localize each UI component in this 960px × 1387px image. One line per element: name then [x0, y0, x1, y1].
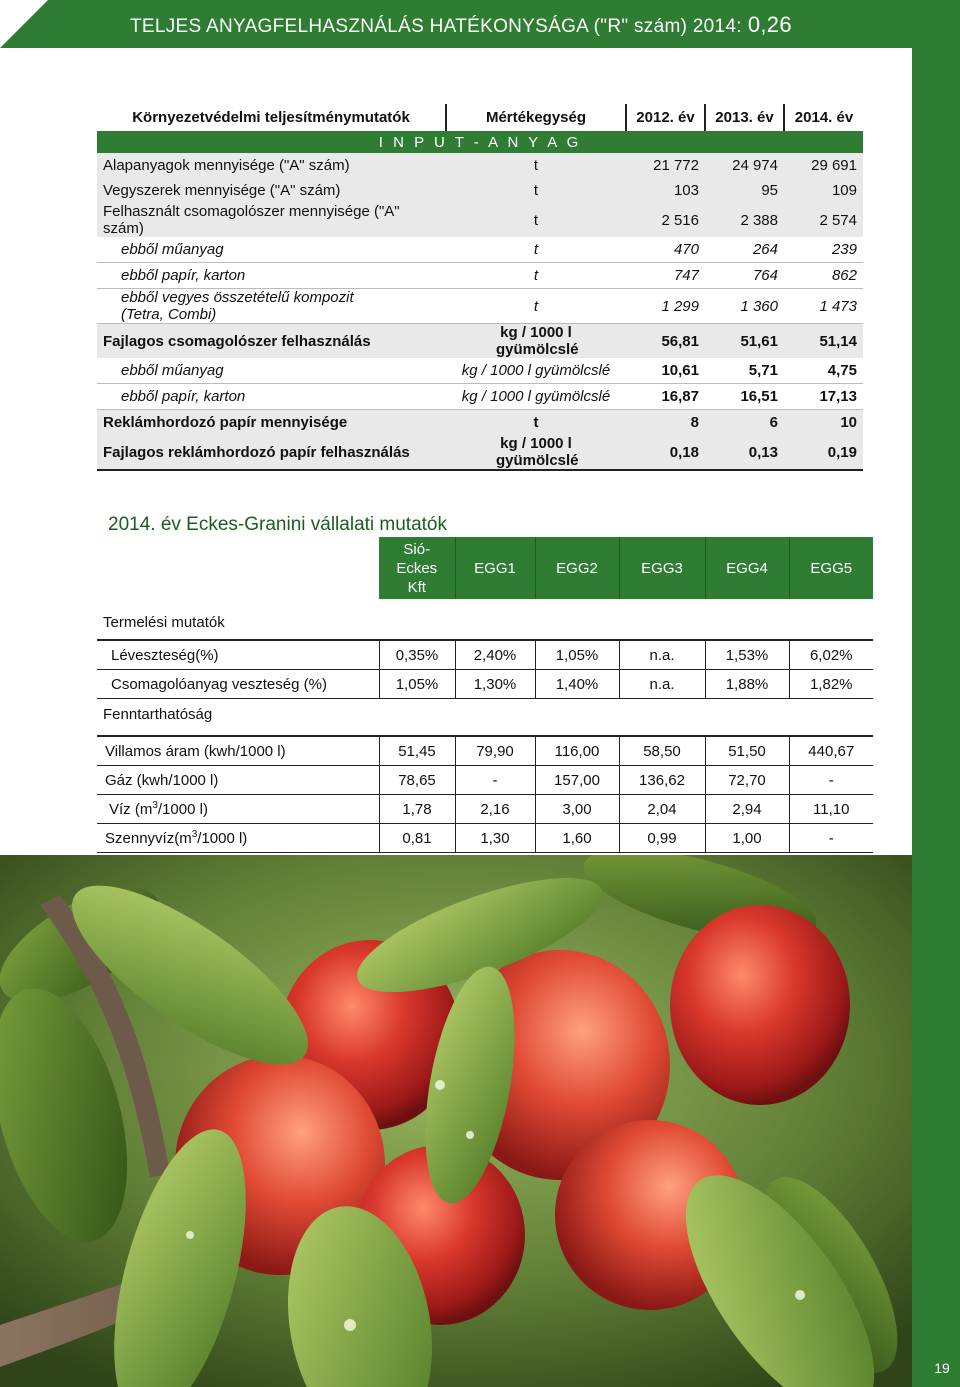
table-row	[97, 358, 863, 384]
table-row	[97, 410, 863, 436]
group-indicators-table	[97, 537, 873, 853]
header-blank	[97, 537, 379, 599]
table-row	[97, 263, 863, 289]
cell-2012: 470	[626, 237, 705, 263]
cell: 2,04	[619, 795, 705, 824]
row-label: Vegyszerek mennyisége ("A" szám)	[97, 178, 446, 203]
col-header-indicator: Környezetvédelmi teljesítménymutatók	[97, 104, 446, 131]
col-header-egg5: EGG5	[789, 537, 873, 599]
row-unit: t	[446, 178, 626, 203]
cell: 1,82%	[789, 670, 873, 699]
cell: 6,02%	[789, 640, 873, 670]
cell-2012: 0,18	[626, 435, 705, 470]
table-row	[97, 289, 863, 324]
corner-notch	[0, 0, 48, 48]
table-row	[97, 736, 873, 766]
row-label: Fajlagos reklámhordozó papír felhasználás	[97, 435, 446, 470]
row-label: Felhasznált csomagolószer mennyisége ("A" szám)	[97, 203, 446, 237]
cell: 1,30	[455, 824, 535, 853]
cell-2014: 4,75	[784, 358, 863, 384]
cell: n.a.	[619, 670, 705, 699]
cell-2012: 8	[626, 410, 705, 436]
cell: 157,00	[535, 766, 619, 795]
cell-2013: 5,71	[705, 358, 784, 384]
row-unit: t	[446, 410, 626, 436]
cell-2013: 95	[705, 178, 784, 203]
cell-2013: 0,13	[705, 435, 784, 470]
cell-2014: 51,14	[784, 324, 863, 359]
performance-indicators-table	[97, 104, 863, 471]
cell-2014: 239	[784, 237, 863, 263]
cell: 1,88%	[705, 670, 789, 699]
cell: 1,00	[705, 824, 789, 853]
row-unit: kg / 1000 l gyümölcslé	[446, 435, 626, 470]
cell: 1,53%	[705, 640, 789, 670]
cell-2014: 862	[784, 263, 863, 289]
cell: -	[789, 824, 873, 853]
cell-2014: 17,13	[784, 384, 863, 410]
cell-2013: 264	[705, 237, 784, 263]
cell-2013: 2 388	[705, 203, 784, 237]
col-header-egg2: EGG2	[535, 537, 619, 599]
cell: 136,62	[619, 766, 705, 795]
cell: 1,78	[379, 795, 455, 824]
cell: 58,50	[619, 736, 705, 766]
row-unit: kg / 1000 l gyümölcslé	[446, 384, 626, 410]
cell: 440,67	[789, 736, 873, 766]
cell: 2,40%	[455, 640, 535, 670]
row-label: Fajlagos csomagolószer felhasználás	[97, 324, 446, 359]
cell-2013: 16,51	[705, 384, 784, 410]
cell: 1,40%	[535, 670, 619, 699]
peaches-photo	[0, 855, 912, 1387]
peach-fruit	[670, 905, 850, 1105]
col-header-2012: 2012. év	[626, 104, 705, 131]
group-label: Fenntarthatóság	[103, 705, 213, 723]
cell: 51,45	[379, 736, 455, 766]
cell-2014: 10	[784, 410, 863, 436]
table-row	[97, 795, 873, 824]
table-row	[97, 435, 863, 470]
table-row	[97, 670, 873, 699]
row-label: ebből műanyag	[97, 237, 446, 263]
cell-2012: 21 772	[626, 153, 705, 178]
cell: 1,05%	[379, 670, 455, 699]
cell-2012: 2 516	[626, 203, 705, 237]
row-label: Víz ($m^3/1000$ l)	[97, 795, 379, 824]
cell-2013: 51,61	[705, 324, 784, 359]
col-header-2013: 2013. év	[705, 104, 784, 131]
cell: -	[455, 766, 535, 795]
row-label: Reklámhordozó papír mennyisége	[97, 410, 446, 436]
cell: 51,50	[705, 736, 789, 766]
row-label: Villamos áram (kwh/1000 l)	[97, 736, 379, 766]
cell-2014: 29 691	[784, 153, 863, 178]
col-header-egg4: EGG4	[705, 537, 789, 599]
cell: 0,81	[379, 824, 455, 853]
col-header-sio: Sió-Eckes Kft	[379, 537, 455, 599]
input-section-label: I N P U T - A N Y A G	[97, 131, 863, 153]
cell: n.a.	[619, 640, 705, 670]
table-row	[97, 324, 863, 359]
cell: 2,94	[705, 795, 789, 824]
cell-2013: 24 974	[705, 153, 784, 178]
cell: 2,16	[455, 795, 535, 824]
cell: 79,90	[455, 736, 535, 766]
cell: 11,10	[789, 795, 873, 824]
cell-2013: 6	[705, 410, 784, 436]
group-row	[97, 699, 873, 730]
row-label: ebből vegyes összetételű kompozit (Tetra, Combi)	[97, 289, 446, 324]
cell-2012: 103	[626, 178, 705, 203]
cell-2012: 10,61	[626, 358, 705, 384]
row-label: Léveszteség(%)	[97, 640, 379, 670]
r-value: 0,26	[747, 12, 792, 37]
row-unit: t	[446, 203, 626, 237]
table-row	[97, 237, 863, 263]
cell-2013: 1 360	[705, 289, 784, 324]
cell-2014: 2 574	[784, 203, 863, 237]
cell: 72,70	[705, 766, 789, 795]
cell: 116,00	[535, 736, 619, 766]
table2-header-row	[97, 537, 873, 599]
table-row	[97, 384, 863, 410]
cell: 0,99	[619, 824, 705, 853]
row-label: $Szennyvíz(m^3/1000$ l)	[97, 824, 379, 853]
cell-2012: 747	[626, 263, 705, 289]
cell-2013: 764	[705, 263, 784, 289]
table-row	[97, 153, 863, 178]
row-unit: kg / 1000 l gyümölcslé	[446, 324, 626, 359]
table-row	[97, 178, 863, 203]
group-label: Termelési mutatók	[103, 614, 225, 631]
col-header-unit: Mértékegység	[446, 104, 626, 131]
table-row	[97, 766, 873, 795]
row-unit: t	[446, 289, 626, 324]
input-section-row	[97, 131, 863, 153]
row-unit: t	[446, 153, 626, 178]
cell-2014: 0,19	[784, 435, 863, 470]
cell: 1,05%	[535, 640, 619, 670]
cell-2012: 1 299	[626, 289, 705, 324]
table-header-row	[97, 104, 863, 131]
cell: 78,65	[379, 766, 455, 795]
cell: 3,00	[535, 795, 619, 824]
table-row	[97, 824, 873, 853]
table-row	[97, 203, 863, 237]
cell-2012: 16,87	[626, 384, 705, 410]
row-label: ebből papír, karton	[97, 384, 446, 410]
page-number: 19	[934, 1360, 950, 1376]
cell: 1,30%	[455, 670, 535, 699]
row-label: ebből műanyag	[97, 358, 446, 384]
group-row	[97, 599, 873, 635]
row-label: ebből papír, karton	[97, 263, 446, 289]
cell: 1,60	[535, 824, 619, 853]
row-unit: t	[446, 237, 626, 263]
section-title: 2014. év Eckes-Granini vállalati mutatók	[108, 514, 447, 535]
page-title: TELJES ANYAGFELHASZNÁLÁS HATÉKONYSÁGA ("R" szám) 2014: 0,26	[130, 12, 792, 37]
cell-2014: 109	[784, 178, 863, 203]
col-header-2014: 2014. év	[784, 104, 863, 131]
col-header-egg1: EGG1	[455, 537, 535, 599]
col-header-egg3: EGG3	[619, 537, 705, 599]
page-header	[0, 0, 912, 48]
cell-2012: 56,81	[626, 324, 705, 359]
right-green-bar	[912, 0, 960, 1387]
peaches-illustration	[0, 855, 912, 1387]
row-unit: t	[446, 263, 626, 289]
cell-2014: 1 473	[784, 289, 863, 324]
row-label: Gáz (kwh/1000 l)	[97, 766, 379, 795]
row-unit: kg / 1000 l gyümölcslé	[446, 358, 626, 384]
cell: 0,35%	[379, 640, 455, 670]
cell: -	[789, 766, 873, 795]
row-label: Csomagolóanyag veszteség (%)	[97, 670, 379, 699]
row-label: Alapanyagok mennyisége ("A" szám)	[97, 153, 446, 178]
table-row	[97, 640, 873, 670]
